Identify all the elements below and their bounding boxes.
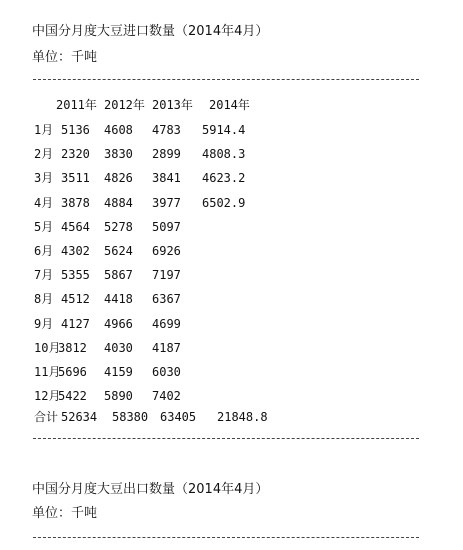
table-row <box>0 243 463 259</box>
table-row <box>0 340 463 356</box>
total-2013: 63405 <box>160 410 197 424</box>
y2013-cell: 3977 <box>152 196 181 210</box>
month-cell: 8月 <box>34 292 54 306</box>
export-title: 中国分月度大豆出口数量（2014年4月） <box>32 482 269 497</box>
total-2012: 58380 <box>112 410 149 424</box>
y2012-cell: 4418 <box>104 292 133 306</box>
month-cell: 9月 <box>34 317 54 331</box>
y2012-cell: 3830 <box>104 147 133 161</box>
total-2011: 52634 <box>61 410 98 424</box>
y2012-cell: 4608 <box>104 123 133 137</box>
y2011-cell: 4512 <box>61 292 90 306</box>
month-cell: 7月 <box>34 268 54 282</box>
total-label: 合计 <box>34 410 59 424</box>
import-unit: 单位：千吨 <box>32 50 98 65</box>
y2012-cell: 5624 <box>104 244 133 258</box>
y2013-cell: 3841 <box>152 171 181 185</box>
y2014-cell: 4808.3 <box>202 147 246 161</box>
month-cell: 5月 <box>34 220 54 234</box>
y2014-cell: 5914.4 <box>202 123 246 137</box>
y2012-cell: 4884 <box>104 196 133 210</box>
y2014-cell: 6502.9 <box>202 196 246 210</box>
table-row <box>0 146 463 162</box>
y2011-cell: 2320 <box>61 147 90 161</box>
y2012-cell: 4826 <box>104 171 133 185</box>
table-row <box>0 122 463 138</box>
y2012-cell: 4159 <box>104 365 133 379</box>
y2013-cell: 7402 <box>152 389 181 403</box>
y2011-cell: 5136 <box>61 123 90 137</box>
y2011-cell: 5355 <box>61 268 90 282</box>
y2011-cell: 4302 <box>61 244 90 258</box>
y2011-cell: 3878 <box>61 196 90 210</box>
y2012-cell: 5278 <box>104 220 133 234</box>
y2012-cell: 5890 <box>104 389 133 403</box>
y2013-cell: 5097 <box>152 220 181 234</box>
table-row <box>0 219 463 235</box>
y2013-cell: 7197 <box>152 268 181 282</box>
month-cell: 6月 <box>34 244 54 258</box>
table-row <box>0 316 463 332</box>
y2012-cell: 5867 <box>104 268 133 282</box>
divider <box>33 438 419 439</box>
header-2011: 2011年 <box>56 98 97 112</box>
y2013-cell: 4187 <box>152 341 181 355</box>
header-2012: 2012年 <box>104 98 145 112</box>
y2011-cell: 4127 <box>61 317 90 331</box>
header-2013: 2013年 <box>152 98 193 112</box>
y2011-cell: 4564 <box>61 220 90 234</box>
y2013-cell: 6926 <box>152 244 181 258</box>
y2013-cell: 4783 <box>152 123 181 137</box>
table-row <box>0 364 463 380</box>
y2013-cell: 2899 <box>152 147 181 161</box>
month-cell: 10月 <box>34 341 61 355</box>
table-row <box>0 291 463 307</box>
table-row <box>0 170 463 186</box>
month-cell: 3月 <box>34 171 54 185</box>
table-row <box>0 267 463 283</box>
month-cell: 11月 <box>34 365 61 379</box>
import-title: 中国分月度大豆进口数量（2014年4月） <box>32 24 269 39</box>
month-cell: 1月 <box>34 123 54 137</box>
month-cell: 4月 <box>34 196 54 210</box>
total-2014: 21848.8 <box>217 410 268 424</box>
y2011-cell: 5422 <box>58 389 87 403</box>
table-total-row <box>0 409 463 425</box>
y2012-cell: 4966 <box>104 317 133 331</box>
table-row <box>0 195 463 211</box>
table-header <box>0 97 463 113</box>
y2011-cell: 3511 <box>61 171 90 185</box>
divider <box>33 537 419 538</box>
y2013-cell: 4699 <box>152 317 181 331</box>
month-cell: 12月 <box>34 389 61 403</box>
y2012-cell: 4030 <box>104 341 133 355</box>
month-cell: 2月 <box>34 147 54 161</box>
table-row <box>0 388 463 404</box>
y2011-cell: 3812 <box>58 341 87 355</box>
y2011-cell: 5696 <box>58 365 87 379</box>
divider <box>33 79 419 80</box>
header-2014: 2014年 <box>209 98 250 112</box>
y2013-cell: 6367 <box>152 292 181 306</box>
y2013-cell: 6030 <box>152 365 181 379</box>
y2014-cell: 4623.2 <box>202 171 246 185</box>
export-unit: 单位：千吨 <box>32 506 98 521</box>
